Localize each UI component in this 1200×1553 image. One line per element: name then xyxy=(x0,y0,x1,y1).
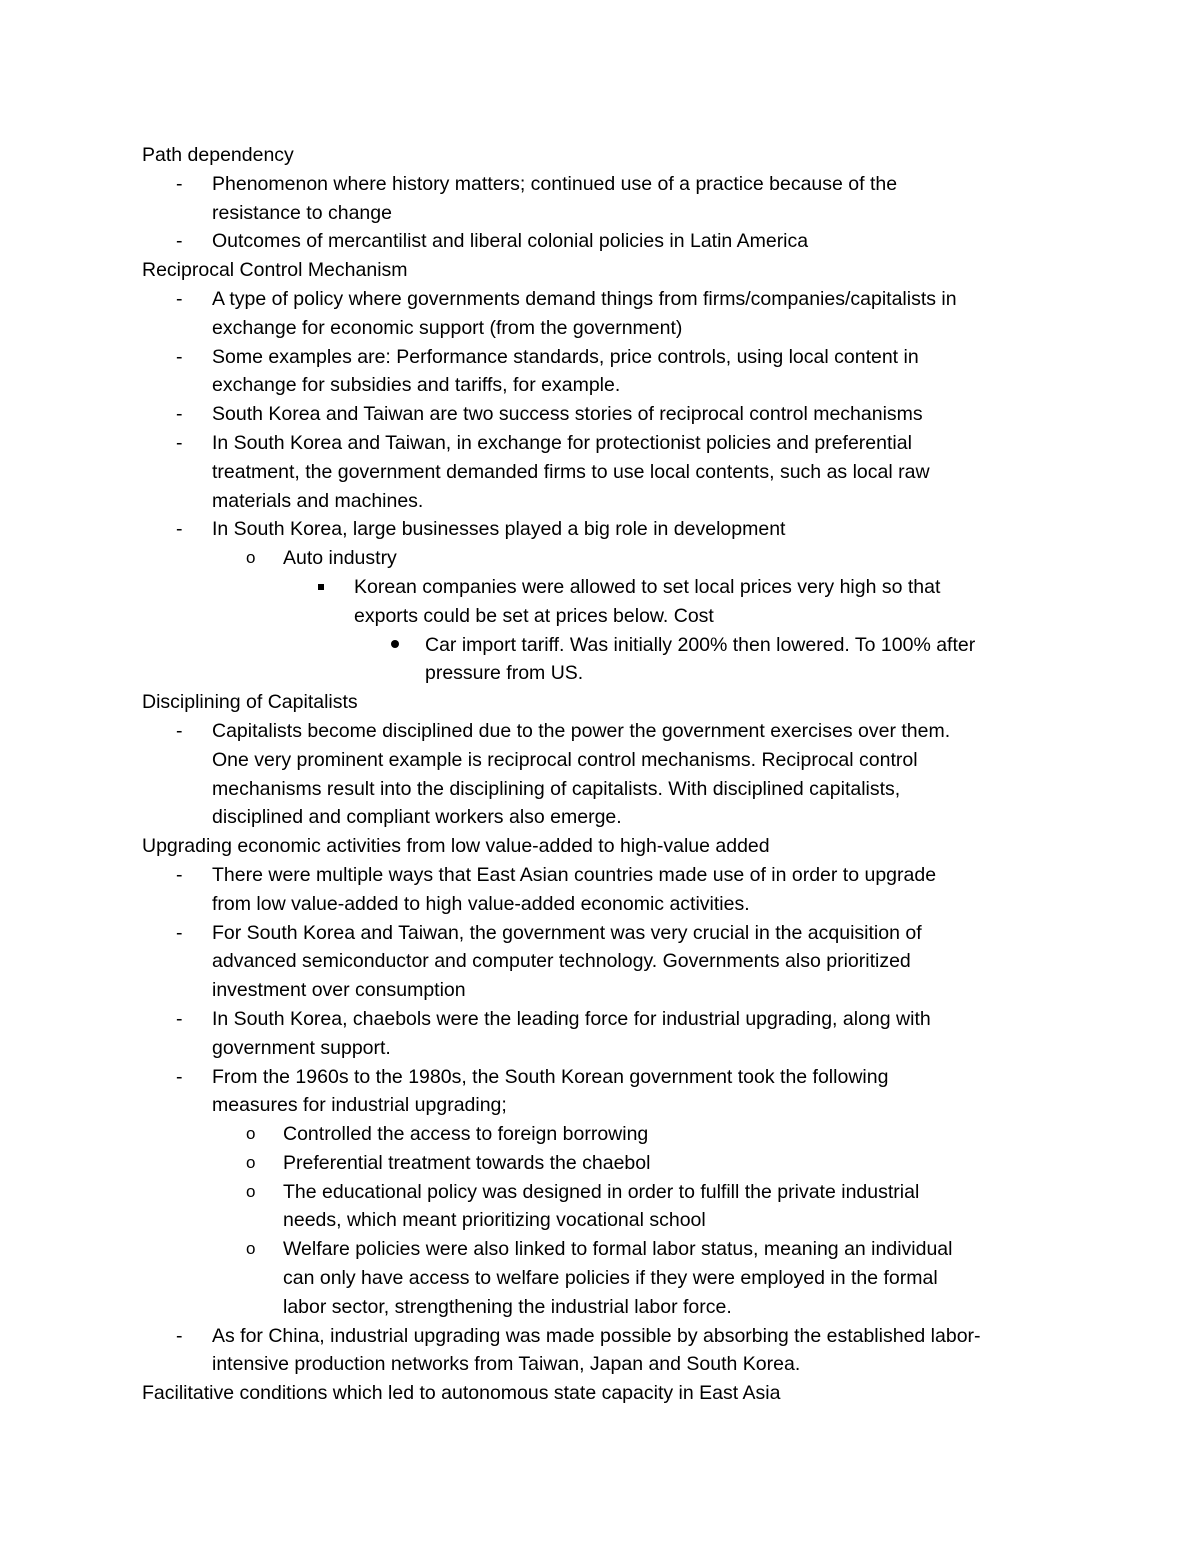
dash-bullet: - xyxy=(176,1324,183,1347)
heading-upgrading: Upgrading economic activities from low value-added to high-value added xyxy=(142,835,770,858)
list-item-continuation: materials and machines. xyxy=(212,489,424,512)
list-item xyxy=(142,515,1082,544)
sub-list-item xyxy=(142,1178,1082,1207)
list-item-text: Capitalists become disciplined due to the power the government exercises over them. xyxy=(212,719,951,742)
list-item-text: Some examples are: Performance standards, price controls, using local content in xyxy=(212,345,919,368)
dash-bullet: - xyxy=(176,921,183,944)
dot-bullet-icon xyxy=(391,631,399,660)
sub-sub-list-item xyxy=(142,573,1082,602)
sub-list-item-text: Preferential treatment towards the chaebol xyxy=(283,1151,651,1174)
sub-list-item xyxy=(142,1120,1082,1149)
dash-bullet: - xyxy=(176,287,183,310)
dash-bullet: - xyxy=(176,172,183,195)
list-item-continuation: treatment, the government demanded firms to use local contents, such as local raw xyxy=(212,460,930,483)
dash-bullet: - xyxy=(176,431,183,454)
list-item xyxy=(142,1322,1082,1351)
list-item-text: Phenomenon where history matters; continued use of a practice because of the xyxy=(212,172,898,195)
list-item-text: For South Korea and Taiwan, the government was very crucial in the acquisition of xyxy=(212,921,922,944)
list-item xyxy=(142,343,1082,372)
sub-sub-list-item-text: Korean companies were allowed to set local prices very high so that xyxy=(354,575,941,598)
sub-sub-list-item-continuation: exports could be set at prices below. Cost xyxy=(354,604,714,627)
list-item-continuation: One very prominent example is reciprocal control mechanisms. Reciprocal control xyxy=(212,748,918,771)
dash-bullet: - xyxy=(176,1065,183,1088)
list-item xyxy=(142,170,1082,199)
sub-list-item-text: Welfare policies were also linked to formal labor status, meaning an individual xyxy=(283,1238,953,1261)
document-body xyxy=(142,141,1082,1408)
heading-path-dependency: Path dependency xyxy=(142,144,294,166)
list-item-text: From the 1960s to the 1980s, the South Korean government took the following xyxy=(212,1065,889,1088)
list-item xyxy=(142,429,1082,458)
list-item-continuation: disciplined and compliant workers also emerge. xyxy=(212,806,622,829)
dash-bullet: - xyxy=(176,1007,183,1030)
sub-list-item-continuation: labor sector, strengthening the industrial labor force. xyxy=(283,1295,732,1318)
list-item-continuation: exchange for economic support (from the government) xyxy=(212,316,683,339)
sub-sub-sub-list-item xyxy=(142,631,1082,660)
list-item xyxy=(142,717,1082,746)
dash-bullet: - xyxy=(176,719,183,742)
sub-list-item xyxy=(142,1235,1082,1264)
sub-list-item-continuation: can only have access to welfare policies if they were employed in the formal xyxy=(283,1267,938,1290)
list-item-continuation: from low value-added to high value-added economic activities. xyxy=(212,892,750,915)
list-item xyxy=(142,861,1082,890)
list-item-continuation: investment over consumption xyxy=(212,979,466,1002)
list-item-continuation: advanced semiconductor and computer technology. Governments also prioritized xyxy=(212,950,911,973)
list-item-continuation: resistance to change xyxy=(212,201,392,224)
heading-facilitative: Facilitative conditions which led to autonomous state capacity in East Asia xyxy=(142,1382,781,1405)
circle-bullet-icon: o xyxy=(246,1239,256,1259)
list-item-text: South Korea and Taiwan are two success stories of reciprocal control mechanisms xyxy=(212,403,923,426)
square-bullet-icon xyxy=(318,573,324,602)
list-item-continuation: exchange for subsidies and tariffs, for example. xyxy=(212,374,621,397)
heading-disciplining: Disciplining of Capitalists xyxy=(142,691,358,714)
list-item xyxy=(142,285,1082,314)
list-item xyxy=(142,227,1082,256)
sub-list-item-text: The educational policy was designed in order to fulfill the private industrial xyxy=(283,1180,920,1203)
dash-bullet: - xyxy=(176,230,183,253)
list-item-continuation: measures for industrial upgrading; xyxy=(212,1094,507,1117)
list-item-text: There were multiple ways that East Asian countries made use of in order to upgrade xyxy=(212,863,937,886)
circle-bullet-icon: o xyxy=(246,1181,256,1201)
list-item-text: In South Korea, large businesses played a big role in development xyxy=(212,518,786,541)
list-item xyxy=(142,400,1082,429)
list-item xyxy=(142,919,1082,948)
circle-bullet-icon: o xyxy=(246,1152,256,1172)
dash-bullet: - xyxy=(176,403,183,426)
dash-bullet: - xyxy=(176,518,183,541)
list-item xyxy=(142,1005,1082,1034)
list-item-text: As for China, industrial upgrading was made possible by absorbing the established labor- xyxy=(212,1324,981,1347)
heading-reciprocal-control: Reciprocal Control Mechanism xyxy=(142,259,408,282)
list-item-text: A type of policy where governments demand things from firms/companies/capitalists in xyxy=(212,287,957,310)
sub-list-item-text: Controlled the access to foreign borrowing xyxy=(283,1123,649,1146)
list-item-text: Outcomes of mercantilist and liberal colonial policies in Latin America xyxy=(212,230,809,253)
sub-sub-sub-list-item-continuation: pressure from US. xyxy=(425,662,584,685)
sub-list-item xyxy=(142,544,1082,573)
sub-sub-sub-list-item-text: Car import tariff. Was initially 200% then lowered. To 100% after xyxy=(425,633,976,656)
circle-bullet-icon: o xyxy=(246,548,256,568)
dash-bullet: - xyxy=(176,345,183,368)
list-item-continuation: intensive production networks from Taiwan, Japan and South Korea. xyxy=(212,1353,801,1376)
list-item xyxy=(142,1063,1082,1092)
dash-bullet: - xyxy=(176,863,183,886)
list-item-text: In South Korea and Taiwan, in exchange for protectionist policies and preferential xyxy=(212,431,912,454)
circle-bullet-icon: o xyxy=(246,1124,256,1144)
list-item-text: In South Korea, chaebols were the leading force for industrial upgrading, along with xyxy=(212,1007,931,1030)
list-item-continuation: mechanisms result into the disciplining of capitalists. With disciplined capitalists, xyxy=(212,777,901,800)
sub-list-item xyxy=(142,1149,1082,1178)
sub-list-item-text: Auto industry xyxy=(283,547,397,570)
sub-list-item-continuation: needs, which meant prioritizing vocational school xyxy=(283,1209,706,1232)
list-item-continuation: government support. xyxy=(212,1036,391,1059)
